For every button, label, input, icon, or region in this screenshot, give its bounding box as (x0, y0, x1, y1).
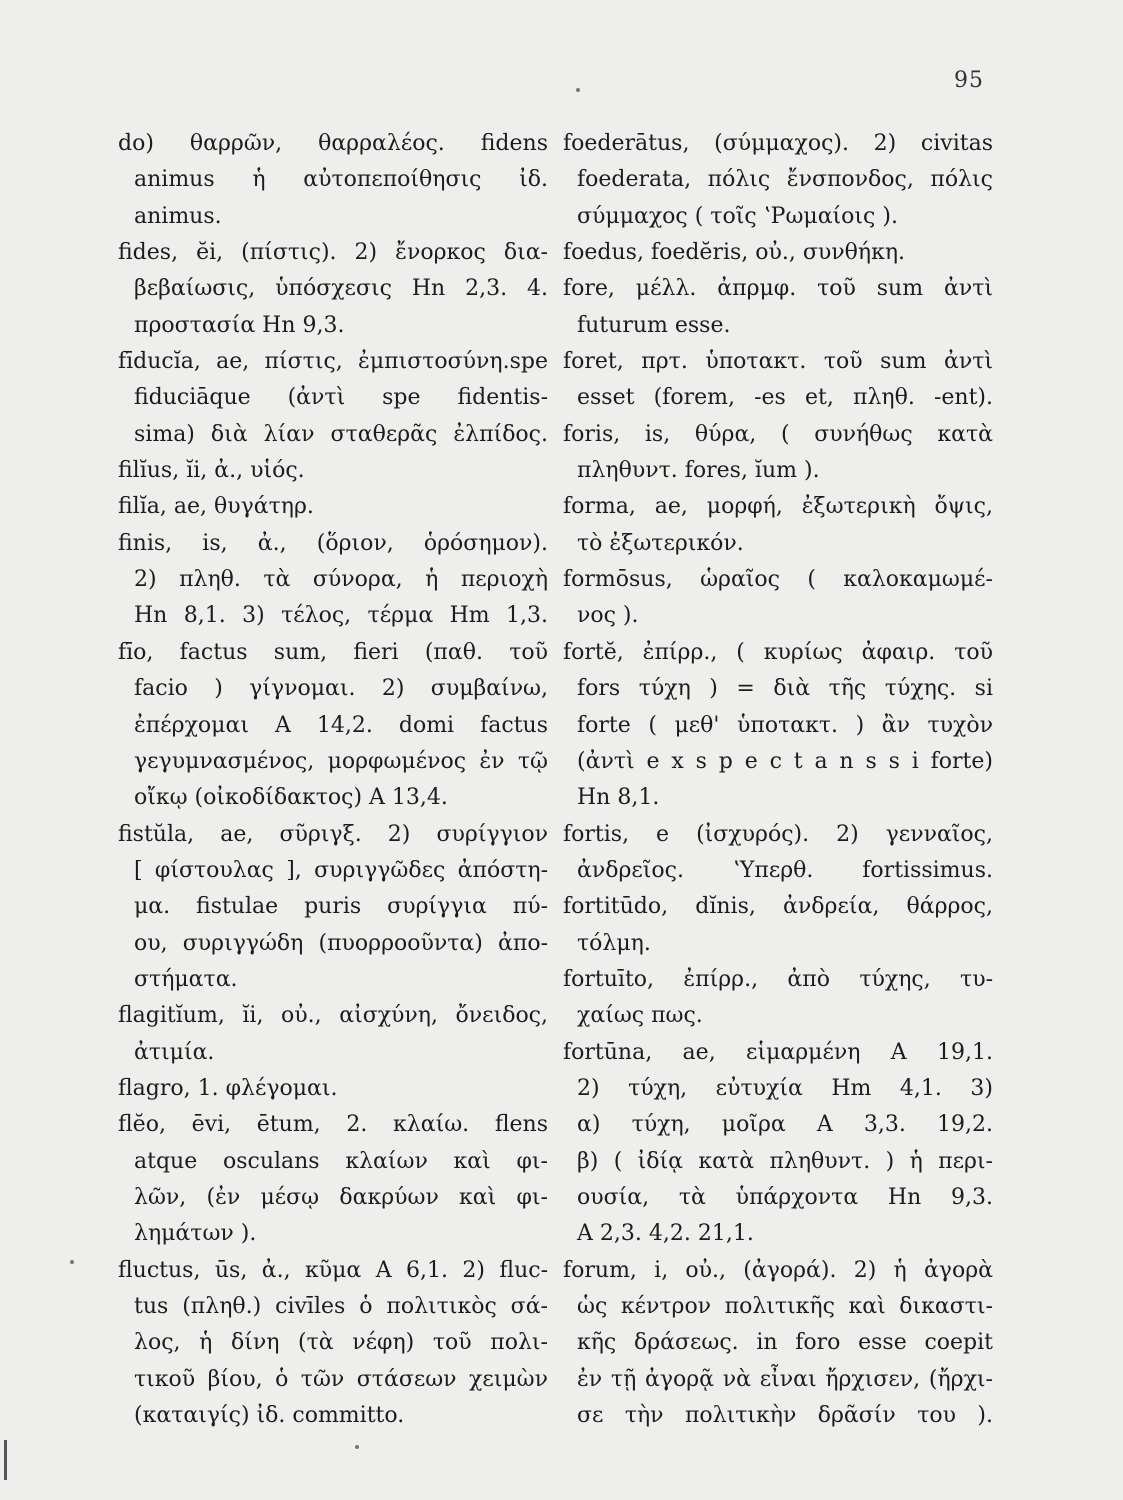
entry-line: τικοῦ βίου, ὁ τῶν στάσεων χειμὼν (134, 1366, 548, 1392)
entry-line: forum, i, οὐ., (ἀγορά). 2) ἡ ἀγορὰ (563, 1257, 993, 1283)
entry-line: forma, ae, μορφή, ἐξωτερικὴ ὄψις, (563, 494, 993, 520)
entry-line: β) ( ἰδίᾳ κατὰ πληθυντ. ) ἡ περι- (577, 1148, 993, 1174)
entry-line: forte ( μεθ' ὑποτακτ. ) ἂν τυχὸν (577, 712, 993, 738)
entry-line: κῆς δράσεως. in foro esse coepit (577, 1330, 993, 1356)
entry-line: τὸ ἐξωτερικόν. (577, 530, 744, 556)
entry-line: fluctus, ūs, ἀ., κῦμα A 6,1. 2) fluc- (118, 1257, 548, 1283)
entry-line: μα. fistulae puris συρίγγια πύ- (134, 894, 548, 920)
entry-line: filĭa, ae, θυγάτηρ. (118, 494, 314, 520)
entry-line: Hn 8,1. (577, 785, 660, 811)
entry-line: οἴκῳ (οἰκοδίδακτος) A 13,4. (134, 785, 448, 811)
entry-line: τόλμη. (577, 930, 651, 956)
entry-line: flĕo, ēvi, ētum, 2. κλαίω. flens (118, 1112, 548, 1138)
binding-edge-mark (4, 1440, 7, 1480)
paper-speck (355, 1445, 359, 1449)
entry-line: facio ) γίγνομαι. 2) συμβαίνω, (134, 676, 548, 702)
entry-line: flagitĭum, ĭi, οὐ., αἰσχύνη, ὄνειδος, (118, 1003, 548, 1029)
entry-line: do) θαρρῶν, θαρραλέος. fidens (118, 131, 548, 156)
entry-line: foederātus, (σύμμαχος). 2) civitas (563, 131, 993, 156)
entry-line: fortuīto, ἐπίρρ., ἀπὸ τύχης, τυ- (563, 966, 993, 992)
entry-line: λῶν, (ἐν μέσῳ δακρύων καὶ φι- (134, 1184, 548, 1210)
left-column (118, 126, 548, 1434)
entry-line: atque osculans κλαίων καὶ φι- (134, 1148, 548, 1174)
entry-line: fortĕ, ἐπίρρ., ( κυρίως ἀφαιρ. τοῦ (563, 639, 993, 665)
entry-line: animus ἡ αὐτοπεποίθησις ἰδ. (134, 167, 548, 193)
entry-line: Hn 8,1. 3) τέλος, τέρμα Hm 1,3. (134, 603, 548, 629)
paper-speck (576, 88, 580, 92)
entry-line: A 2,3. 4,2. 21,1. (577, 1221, 754, 1247)
entry-line: γεγυμνασμένος, μορφωμένος ἐν τῷ (134, 748, 548, 774)
entry-line: tus (πληθ.) civīles ὁ πολιτικὸς σά- (134, 1294, 548, 1319)
entry-line: ὡς κέντρον πολιτικῆς καὶ δικαστι- (577, 1294, 993, 1319)
paper-speck (70, 1260, 74, 1264)
entry-line: foret, πρτ. ὑποτακτ. τοῦ sum ἀντὶ (563, 349, 993, 375)
entry-line: ἀτιμία. (134, 1039, 215, 1065)
entry-line: ἐν τῇ ἀγορᾷ νὰ εἶναι ἤρχισεν, (ἤρχι- (577, 1366, 993, 1392)
entry-line: foedus, foedĕris, οὐ., συνθήκη. (563, 240, 905, 266)
right-column (563, 126, 993, 1434)
entry-line: futurum esse. (577, 312, 731, 338)
entry-line: fides, ĕi, (πίστις). 2) ἔνορκος δια- (118, 240, 548, 266)
entry-line: animus. (134, 203, 222, 229)
entry-line: λημάτων ). (134, 1221, 257, 1247)
entry-line: fors τύχη ) = διὰ τῆς τύχης. si (577, 676, 993, 702)
entry-line: σε τὴν πολιτικὴν δρᾶσίν του ). (577, 1403, 993, 1429)
entry-line: fīo, factus sum, fieri (παθ. τοῦ (118, 639, 548, 665)
entry-line: fortitūdo, dĭnis, ἀνδρεία, θάρρος, (563, 894, 993, 920)
entry-line: ἀνδρεῖος. ʽΥπερθ. fortissimus. (577, 857, 993, 883)
entry-line: fortūna, ae, εἱμαρμένη A 19,1. (563, 1039, 993, 1065)
entry-line: στήματα. (134, 966, 238, 992)
entry-line: fortis, e (ἰσχυρός). 2) γενναῖος, (563, 821, 993, 847)
entry-line: flagro, 1. φλέγομαι. (118, 1075, 338, 1101)
entry-line: filĭus, ĭi, ἀ., υἱός. (118, 458, 305, 484)
entry-line: βεβαίωσις, ὑπόσχεσις Hn 2,3. 4. (134, 276, 548, 302)
entry-line: (καταιγίς) ἰδ. committo. (134, 1403, 405, 1429)
entry-line: esset (forem, -es et, πληθ. -ent). (577, 385, 993, 411)
entry-line: foederata, πόλις ἔνσπονδος, πόλις (577, 167, 993, 193)
entry-line: ου, συριγγώδη (πυορροοῦντα) ἀπο- (134, 930, 548, 956)
entry-line: formōsus, ὡραῖος ( καλοκαμωμέ- (563, 567, 993, 593)
entry-line: λος, ἡ δίνη (τὰ νέφη) τοῦ πολι- (134, 1330, 548, 1356)
entry-line: sima) διὰ λίαν σταθερᾶς ἐλπίδος. (134, 421, 548, 447)
entry-line: fiduciāque (ἀντὶ spe fidentis- (134, 385, 548, 411)
entry-line: χαίως πως. (577, 1003, 703, 1029)
entry-line: [ φίστουλας ], συριγγῶδες ἀπόστη- (134, 857, 548, 883)
entry-line: σύμμαχος ( τοῖς ʽΡωμαίοις ). (577, 203, 898, 229)
entry-line: (ἀντὶ e x s p e c t a n s s i forte) (577, 748, 993, 774)
entry-line: 2) πληθ. τὰ σύνορα, ἡ περιοχὴ (134, 567, 548, 593)
entry-line: νος ). (577, 603, 639, 629)
entry-line: fīducĭa, ae, πίστις, ἐμπιστοσύνη.spe (118, 349, 548, 375)
entry-line: α) τύχη, μοῖρα A 3,3. 19,2. (577, 1112, 993, 1138)
entry-line: ουσία, τὰ ὑπάρχοντα Hn 9,3. (577, 1184, 993, 1210)
entry-line: πληθυντ. fores, ĭum ). (577, 458, 820, 484)
entry-line: ἐπέρχομαι A 14,2. domi factus (134, 712, 548, 738)
entry-line: fore, μέλλ. ἀπρμφ. τοῦ sum ἀντὶ (563, 276, 993, 302)
entry-line: προστασία Hn 9,3. (134, 312, 345, 338)
entry-line: 2) τύχη, εὐτυχία Hm 4,1. 3) (577, 1075, 993, 1101)
entry-line: foris, is, θύρα, ( συνήθως κατὰ (563, 421, 993, 447)
entry-line: fistŭla, ae, σῦριγξ. 2) συρίγγιον (118, 821, 548, 847)
entry-line: finis, is, ἀ., (ὅριον, ὁρόσημον). (118, 530, 548, 556)
page-number: 95 (954, 68, 984, 93)
